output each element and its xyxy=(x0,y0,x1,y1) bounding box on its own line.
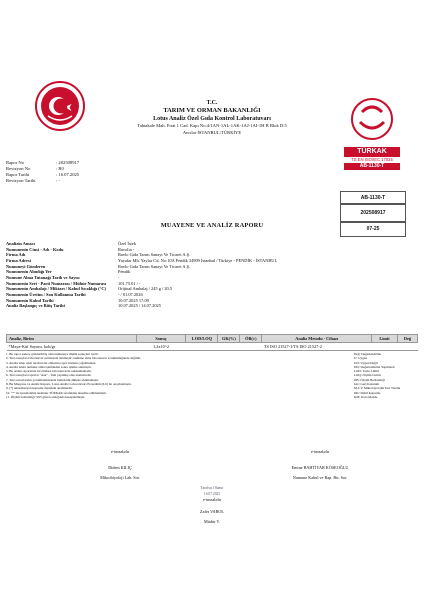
legend-item: LOQ: Ölçüm Limiti xyxy=(354,373,381,378)
turkak-mark xyxy=(344,96,400,184)
signature-left xyxy=(40,449,200,481)
legend-item: KM: Kara Madde xyxy=(354,394,378,399)
report-meta-row: Rapor No : 202508917 xyxy=(6,160,80,165)
signer-title: Mikrobiyoloji Lab. Sor. xyxy=(100,475,140,480)
note-line: 5. Bu analiz raporunun bir nüshası laboratuvarda saklanmaktadır. xyxy=(6,369,92,374)
report-meta xyxy=(6,160,79,184)
table-row xyxy=(7,343,418,351)
results-table xyxy=(6,334,418,351)
sample-fields xyxy=(6,241,418,309)
report-meta-row: Revizyon No : R0 xyxy=(6,166,64,171)
field-row: Analizin Amacı Özel İstek xyxy=(6,241,136,246)
legend-item: LOD: Tayin Limiti xyxy=(354,369,379,374)
note-line: 3. Analiz talep eden tarafın izni olmadan rapor kısmen çoğaltılamaz. xyxy=(6,360,97,365)
turkak-emblem-icon xyxy=(344,96,400,142)
header-tc: T.C. xyxy=(206,100,218,106)
cell-ob xyxy=(240,343,262,351)
signer-name: Zafer VAROL xyxy=(200,508,224,514)
abbreviation-legend xyxy=(354,352,420,399)
note-line: 4. Analiz talebi numune alma işleminden sonra işleme alınmıştır. xyxy=(6,364,92,369)
legend-item: ÖB: Ölçüm Belirsizliği xyxy=(354,377,385,382)
stamp-date: 16.07.2025 xyxy=(203,491,221,496)
report-meta-row: Revizyon Tarihi : - xyxy=(6,178,60,183)
note-line: 8. Bu Muayene ve Analiz Raporu, Lotus Analiz Laboratuvarı Prosedürü (6.6) ile onaylanmıştır. xyxy=(6,382,132,387)
legend-item: M.T.T: Mikrobiyolojik Test Tanımı xyxy=(354,386,401,391)
signature-status: e-imzalıdır xyxy=(202,497,222,502)
signature-status: e-imzalıdır xyxy=(310,449,330,454)
legend-item: Değ: Değerlendirme xyxy=(354,352,382,356)
legend-item: DK: Dahil Kapsamı xyxy=(354,390,381,395)
col-header-gk: GK(%) xyxy=(218,335,240,343)
lab-header xyxy=(110,100,314,136)
field-row: Numunenin Cinsi - Adı - Kodu Ravolia - xyxy=(6,246,135,252)
turkak-brand: TÜRKAK xyxy=(344,147,400,157)
header-address-2: Avcılar İSTANBUL/TÜRKİYE xyxy=(182,129,242,135)
field-row: Numune Alma Tutanağı Tarih ve Sayısı - xyxy=(6,274,120,280)
field-row: Firma Adresi Yayalar Mh. Yaylar Cd. No:10A Pendik 34909 İstanbul / Türkiye - PENDİK - İSTANBUL xyxy=(6,257,278,263)
stamp-text: Tarafsız Olunur xyxy=(200,486,224,490)
col-header-method: Analiz Metodu - Cihazı xyxy=(262,335,372,343)
signature-status: e-imzalıdır xyxy=(110,449,130,454)
cell-result: 1,2x10^2 xyxy=(136,343,186,351)
header-address-1: Tahtakale Mah. Fırat 1 Cad. Kapı No:4/1AN-1AL-1AK-1AJ-1AI-1H B Blok D:5 xyxy=(137,123,287,128)
legend-item: U: Uygun xyxy=(354,356,368,361)
signer-title: Numune Kabul ve Rap. Bir. Sor. xyxy=(292,475,348,480)
header-ministry: TARIM VE ORMAN BAKANLIĞI xyxy=(163,107,261,114)
accreditation-code-box: AB-1130-T xyxy=(340,191,406,205)
cell-lod-loq xyxy=(186,343,218,351)
table-header-row xyxy=(7,335,418,343)
note-line: 10. "*" ile işaretlenmiş analizler TÜRKAK tarafından akredite edilmemiştir. xyxy=(6,390,107,395)
header-lab-name: Lotus Analiz Özel Gıda Kontrol Laboratuvarı xyxy=(153,116,271,122)
cell-analysis: *Maya-Küf Sayımı, kob/gr xyxy=(7,343,137,351)
field-row: Numunenin Ambalajı / Miktarı / Kabul Sıcaklığı (°C) Orijinal Ambalaj / 245 g / 20,5 xyxy=(6,286,173,292)
cell-gk xyxy=(218,343,240,351)
note-line: 9. (*) Akreditasyon kapsamı dışındaki analizlerdir. xyxy=(6,386,73,391)
signer-name: Emine BAHTİYAR KÖSEOĞLU xyxy=(291,464,349,470)
col-header-analysis: Analiz, Birim xyxy=(7,335,137,343)
turkak-code: AB-1130-T xyxy=(344,163,400,170)
note-line: 11. Ölçüm belirsizliği %95 güven aralığında hesaplanmıştır. xyxy=(6,394,86,399)
signer-name: Didem KILIÇ xyxy=(108,464,132,470)
cell-eval xyxy=(397,343,417,351)
cell-method: TS ISO 21527-1/TS ISO 21527-2 xyxy=(262,343,372,351)
report-number-box: 202508917 xyxy=(340,203,406,223)
col-header-lod-loq: LOD/LOQ xyxy=(186,335,218,343)
note-line: 1. Bu rapor sadece gönderilmiş olan numuneye ilişkin sonuçları içerir. xyxy=(6,352,99,356)
year-box: 07-25 xyxy=(340,221,406,237)
report-title: MUAYENE VE ANALİZ RAPORU xyxy=(160,222,264,229)
note-line: 2. Test sonuçları laboratuvar şartlarında alınmıştır; numune alma laboratuvar sorumluluğunda değildir. xyxy=(6,356,142,361)
field-row: Numuneyi Gönderen Ravlo Gıda Tarım Sanayi Ve Ticaret A.Ş. xyxy=(6,263,191,269)
col-header-eval: Değ xyxy=(397,335,417,343)
col-header-result: Sonuç xyxy=(136,335,186,343)
legend-item: UD: Uygun Değil xyxy=(354,360,378,365)
field-row: Numunenin Alındığı Yer Pendik xyxy=(6,269,131,275)
field-row: Firma Adı Ravlo Gıda Tarım Sanayi Ve Ticaret A.Ş. xyxy=(6,252,191,258)
field-row: Numunenin Seri - Parti Numarası / Mühür Numarası 101.75.01 / - xyxy=(6,280,141,286)
signature-center xyxy=(132,486,292,525)
turkak-standard: TS EN ISO/IEC 17025 xyxy=(351,157,393,162)
field-row: Numunenin Kabul Tarihi 10.07.2025 17:09 xyxy=(6,297,149,303)
report-meta-row: Rapor Tarihi : 16.07.2025 xyxy=(6,172,80,177)
ministry-logo xyxy=(34,80,86,132)
note-line: 7. Test sonuçlarının yorumlanmasında belirsizlik dikkate alınmamıştır. xyxy=(6,377,99,382)
cell-limit xyxy=(372,343,398,351)
note-line: 6. Test sonuçları raporlar "Ask" - Tam yapılmış olan analizlerdir. xyxy=(6,373,92,378)
field-row: Analiz Başlangıç ve Bitiş Tarihi 10.07.2025 / 14.07.2025 xyxy=(6,303,161,309)
field-row: Numunenin Üretim / Son Kullanma Tarihi - / 01.07.2026 xyxy=(6,291,143,297)
col-header-limit: Limit xyxy=(372,335,398,343)
signature-right xyxy=(240,449,400,481)
report-notes xyxy=(6,352,312,399)
col-header-ob: ÖB(±) xyxy=(240,335,262,343)
legend-item: DD: Değerlendirme Yapılmadı xyxy=(354,364,395,369)
signer-title: Müdür V. xyxy=(204,519,220,524)
legend-item: GK: Geri Kazanım xyxy=(354,382,380,387)
